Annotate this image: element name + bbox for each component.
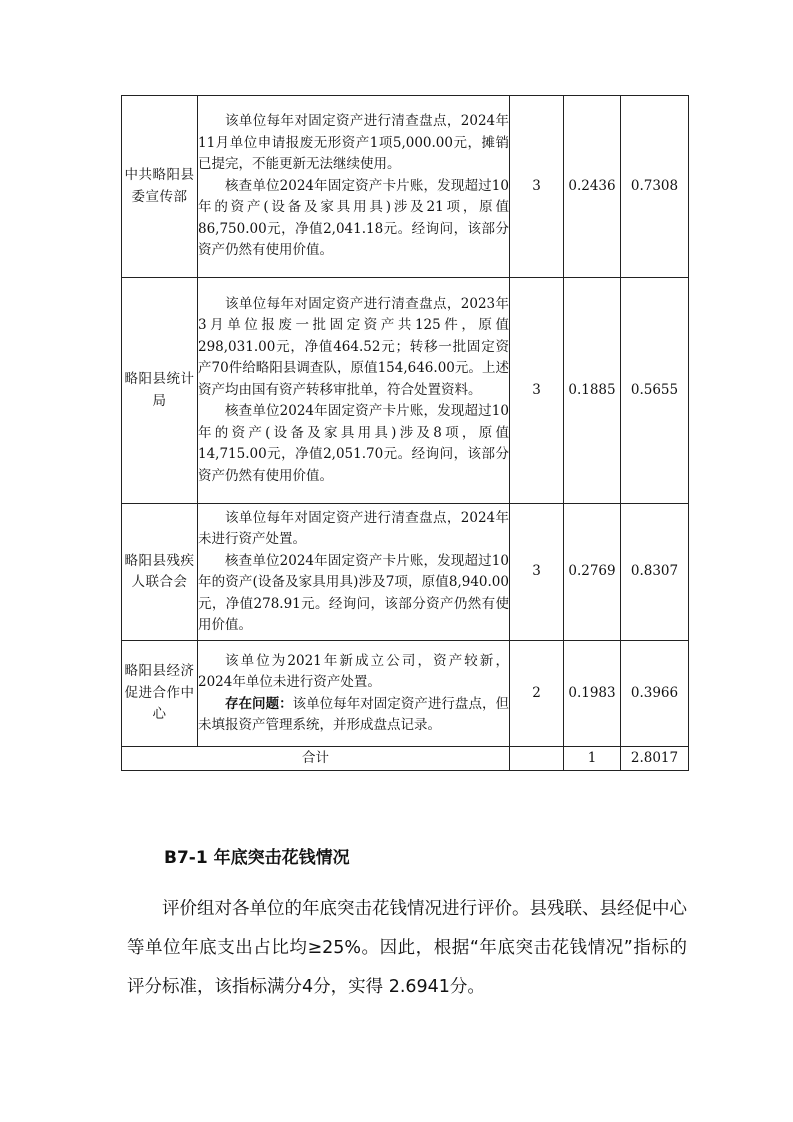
weight-cell: 0.2769 bbox=[564, 504, 621, 641]
weight-cell: 0.2436 bbox=[564, 96, 621, 278]
score-cell: 3 bbox=[510, 96, 564, 278]
weight-cell: 0.1983 bbox=[564, 641, 621, 747]
description-paragraph bbox=[198, 551, 509, 637]
paragraph-text: 该单位为2021年新成立公司，资产较新，2024年单位未进行资产处置。 bbox=[198, 652, 509, 690]
score-cell: 2 bbox=[510, 641, 564, 747]
total-result-cell: 2.8017 bbox=[621, 747, 689, 771]
section-paragraph: 评价组对各单位的年底突击花钱情况进行评价。县残联、县经促中心等单位年底支出占比均≥25%。因此，根据“年底突击花钱情况”指标的评分标准，该指标满分4分，实得 2.6941分。 bbox=[127, 899, 687, 997]
description-cell bbox=[198, 641, 510, 747]
table-row bbox=[122, 278, 689, 504]
description-cell bbox=[198, 504, 510, 641]
paragraph-text: 该单位每年对固定资产进行清查盘点，2024年未进行资产处置。 bbox=[198, 509, 509, 547]
asset-disposal-table bbox=[121, 95, 689, 771]
paragraph-text: 该单位每年对固定资产进行清查盘点，2023年3月单位报废一批固定资产共125件，原值298,031.00元，净值464.52元；转移一批固定资产70件给略阳县调查队，原值154,646.00元。上述资产均由国有资产转移审批单，符合处置资料。 bbox=[198, 295, 509, 398]
description-paragraph bbox=[198, 651, 509, 694]
total-row bbox=[122, 747, 689, 771]
result-cell: 0.7308 bbox=[621, 96, 689, 278]
paragraph-text: 该单位每年对固定资产进行清查盘点，2024年11月单位申请报废无形资产1项5,000.00元，摊销已提完，不能更新无法继续使用。 bbox=[198, 113, 509, 173]
description-paragraph bbox=[198, 401, 509, 487]
paragraph-lead: 存在问题： bbox=[225, 695, 293, 712]
result-cell: 0.5655 bbox=[621, 278, 689, 504]
description-cell bbox=[198, 278, 510, 504]
description-paragraph bbox=[198, 111, 509, 176]
table-row bbox=[122, 504, 689, 641]
weight-cell: 0.1885 bbox=[564, 278, 621, 504]
unit-name: 略阳县经济促进合作中心 bbox=[122, 641, 198, 747]
unit-name: 略阳县残疾人联合会 bbox=[122, 504, 198, 641]
total-weight-cell: 1 bbox=[564, 747, 621, 771]
paragraph-text: 核查单位2024年固定资产卡片账，发现超过10年的资产(设备及家具用具)涉及8项，原值14,715.00元，净值2,051.70元。经询问，该部分资产仍然有使用价值。 bbox=[198, 403, 509, 484]
total-score-cell bbox=[510, 747, 564, 771]
description-paragraph bbox=[198, 508, 509, 551]
table-row bbox=[122, 641, 689, 747]
total-label: 合计 bbox=[122, 747, 510, 771]
table-row bbox=[122, 96, 689, 278]
paragraph-text: 核查单位2024年固定资产卡片账，发现超过10年的资产(设备及家具用具)涉及7项，原值8,940.00元，净值278.91元。经询问，该部分资产仍然有使用价值。 bbox=[198, 552, 509, 633]
score-cell: 3 bbox=[510, 278, 564, 504]
score-cell: 3 bbox=[510, 504, 564, 641]
description-paragraph bbox=[198, 294, 509, 402]
description-paragraph bbox=[198, 694, 509, 737]
result-cell: 0.8307 bbox=[621, 504, 689, 641]
unit-name: 中共略阳县委宣传部 bbox=[122, 96, 198, 278]
unit-name: 略阳县统计局 bbox=[122, 278, 198, 504]
paragraph-text: 该单位每年对固定资产进行盘点，但未填报资产管理系统，并形成盘点记录。 bbox=[198, 695, 509, 733]
description-cell bbox=[198, 96, 510, 278]
paragraph-text: 核查单位2024年固定资产卡片账，发现超过10年的资产(设备及家具用具)涉及21项，原值86,750.00元，净值2,041.18元。经询问，该部分资产仍然有使用价值。 bbox=[198, 177, 509, 259]
section-heading: B7-1 年底突击花钱情况 bbox=[164, 848, 350, 868]
description-paragraph bbox=[198, 176, 509, 262]
result-cell: 0.3966 bbox=[621, 641, 689, 747]
